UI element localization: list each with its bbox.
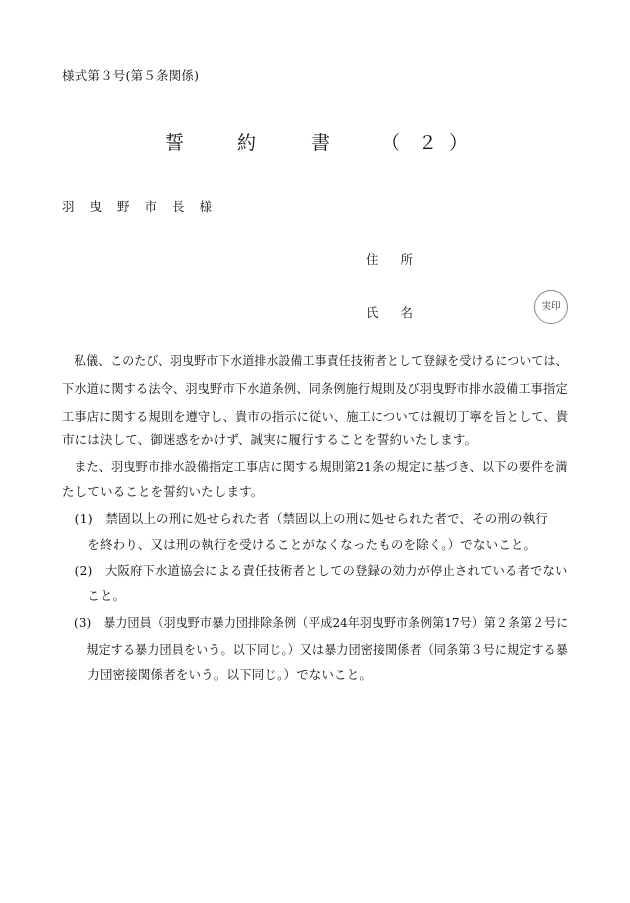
title-char: ２ bbox=[418, 132, 438, 154]
body-line: 私儀、このたび、羽曳野市下水道排水設備工事責任技術者として登録を受けるについては、 bbox=[62, 353, 568, 368]
title-char: 誓 bbox=[165, 132, 185, 154]
body-line: たしていることを誓約いたします。 bbox=[62, 484, 264, 499]
body-line: こと。 bbox=[62, 588, 126, 603]
body-line: (1) 禁固以上の刑に処せられた者（禁固以上の刑に処せられた者で、その刑の執行 bbox=[62, 511, 548, 526]
title-char: （ bbox=[381, 132, 401, 154]
title-char: 約 bbox=[237, 132, 257, 154]
addressee: 羽曳野市長様 bbox=[62, 199, 228, 214]
body-line: (2) 大阪府下水道協会による責任技術者としての登録の効力が停止されている者でない bbox=[62, 563, 568, 578]
seal-stamp-icon: 実印 bbox=[534, 290, 568, 324]
body-line: を終わり、又は刑の執行を受けることがなくなったものを除く。）でないこと。 bbox=[62, 537, 537, 552]
body-line: 規定する暴力団員をいう。以下同じ。）又は暴力団密接関係者（同条第３号に規定する暴 bbox=[62, 642, 569, 657]
body-line: また、羽曳野市排水設備指定工事店に関する規則第21条の規定に基づき、以下の要件を満 bbox=[62, 459, 568, 474]
body-line: 力団密接関係者をいう。以下同じ。）でないこと。 bbox=[62, 667, 373, 682]
title-char: 書 bbox=[311, 132, 331, 154]
form-number-label: 様式第３号(第５条関係) bbox=[62, 68, 200, 83]
body-line: 市には決して、御迷惑をかけず、誠実に履行することを誓約いたします。 bbox=[62, 432, 478, 447]
name-label: 氏名 bbox=[366, 305, 436, 320]
document-title bbox=[0, 128, 630, 154]
body-line: (3) 暴力団員（羽曳野市暴力団排除条例（平成24年羽曳野市条例第17号）第２条第２号に bbox=[62, 615, 569, 630]
address-label: 住所 bbox=[366, 252, 436, 267]
title-char: ） bbox=[449, 132, 469, 154]
body-line: 下水道に関する法令、羽曳野市下水道条例、同条例施行規則及び羽曳野市排水設備工事指定 bbox=[62, 381, 568, 396]
body-line: 工事店に関する規則を遵守し、貴市の指示に従い、施工については親切丁寧を旨として、貴 bbox=[62, 409, 569, 424]
